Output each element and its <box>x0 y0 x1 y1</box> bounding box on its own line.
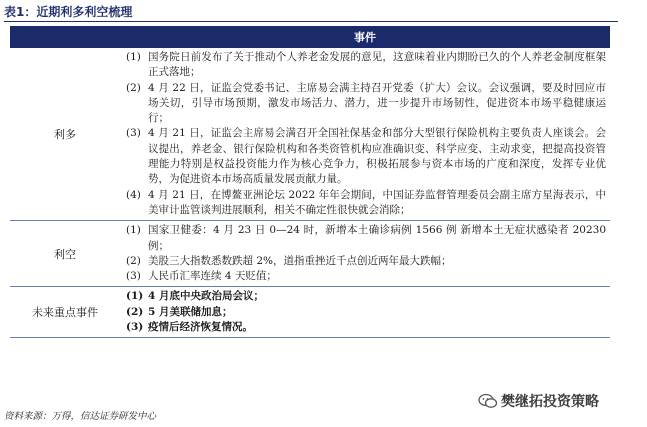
list-item <box>126 223 606 254</box>
item-number: (1) <box>126 224 141 237</box>
upcoming-items <box>120 287 610 338</box>
item-number: (4) <box>126 188 141 201</box>
header-blank-cell <box>10 26 120 48</box>
item-text: 美股三大指数悉数跌超 2%，道指重挫近千点创近两年最大跌幅； <box>148 254 452 267</box>
item-number: (2) <box>126 254 141 267</box>
item-text: 国务院日前发布了关于推动个人养老金发展的意见，这意味着业内期盼已久的个人养老金制度框架正式落地； <box>148 51 606 79</box>
table-row <box>10 287 610 338</box>
header-events: 事件 <box>120 26 610 48</box>
item-text: 4 月 21 日，在博鳌亚洲论坛 2022 年年会期间，中国证券监督管理委员会副主席方星海表示，中美审计监管谈判进展顺利，相关不确定性很快就会消除； <box>148 188 606 216</box>
item-number: (2) <box>126 81 141 94</box>
positive-items <box>120 48 610 221</box>
item-text: 人民币汇率连续 4 天贬值； <box>148 270 277 283</box>
negative-items <box>120 221 610 287</box>
list-item <box>126 81 606 127</box>
item-number: (1) <box>126 51 141 63</box>
title-divider <box>4 21 618 22</box>
wechat-icon <box>478 393 498 409</box>
table-row <box>10 221 610 287</box>
item-text: 4 月 21 日，证监会主席易会满召开全国社保基金和部分大型银行保险机构主要负责人座谈会。会议提出，养老金、银行保险机构和各类资管机构应准确识变、科学应变、主动求变，把提高投资管理能力特别是权益投资能力作为核心竞争力，积极拓展参与资本市场的广度和深度，发挥专业优势，为促进资本市场高质量发展贡献力量。 <box>148 127 606 186</box>
item-text: 疫情后经济恢复情况。 <box>148 321 253 334</box>
item-text: 4 月底中央政治局会议； <box>148 290 264 303</box>
item-text: 5 月美联储加息； <box>148 305 233 318</box>
item-text: 国家卫健委：4 月 23 日 0—24 时，新增本土确诊病例 1566 例 新增本土无症状感染者 20230 例； <box>148 224 606 252</box>
item-number: (1) <box>126 290 144 303</box>
list-item <box>126 254 606 269</box>
item-text: 4 月 22 日，证监会党委书记、主席易会满主持召开党委（扩大）会议。会议强调，要及时回应市场关切，引导市场预期，激发市场活力、潜力，进一步提升市场韧性，促进资本市场平稳健康运行； <box>148 81 606 125</box>
list-item <box>126 320 606 335</box>
table-header-row <box>10 26 610 48</box>
list-item <box>126 188 606 219</box>
events-table <box>10 26 610 338</box>
item-number: (3) <box>126 321 144 334</box>
category-positive: 利多 <box>10 48 120 221</box>
item-number: (3) <box>126 127 141 140</box>
category-negative: 利空 <box>10 221 120 287</box>
table-row <box>10 48 610 221</box>
item-number: (2) <box>126 305 144 318</box>
table-title: 表1：近期利多利空梳理 <box>4 5 133 19</box>
source-note: 资料来源：万得，信达证券研发中心 <box>4 411 157 422</box>
item-number: (3) <box>126 270 141 283</box>
list-item <box>126 269 606 284</box>
list-item <box>126 289 606 304</box>
list-item <box>126 126 606 187</box>
watermark-text: 樊继拓投资策略 <box>501 394 599 410</box>
category-upcoming: 未来重点事件 <box>10 287 120 338</box>
list-item <box>126 305 606 320</box>
list-item <box>126 50 606 81</box>
watermark <box>478 391 599 411</box>
